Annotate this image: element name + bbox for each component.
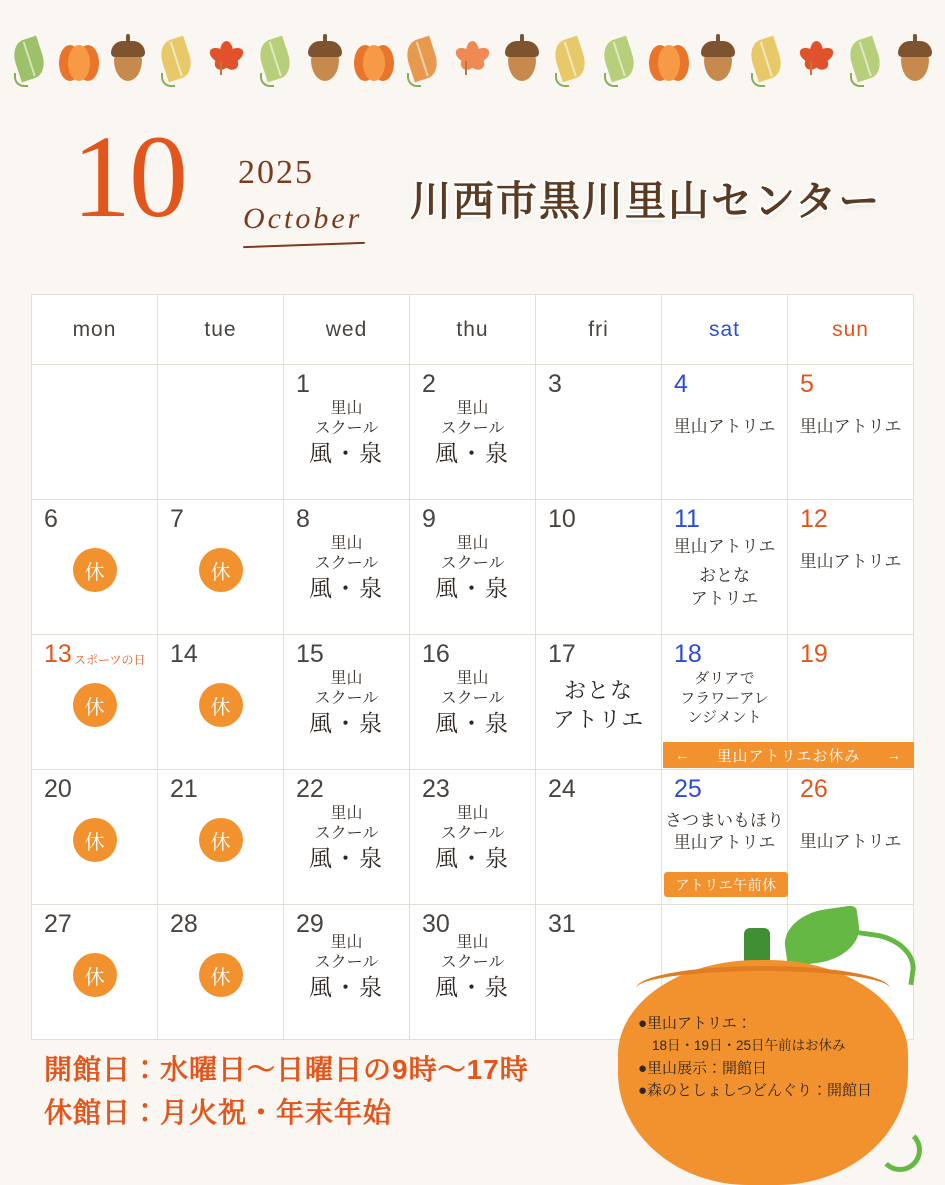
weekday-header-thu: thu (410, 295, 536, 365)
closed-badge: 休 (199, 683, 243, 727)
calendar-header (0, 111, 945, 280)
event-adult-atelier-line1: おとな (699, 565, 750, 585)
event-satoyama-atelier: 里山アトリエ (799, 552, 902, 571)
event-satoyama-school-line2: スクール (440, 689, 505, 707)
holiday-label: スポーツの日 (74, 653, 146, 667)
event-satoyama-school-line1: 里山 (456, 400, 489, 417)
pumpkin-icon (350, 27, 398, 91)
day-number: 14 (170, 640, 198, 668)
day-number: 29 (296, 910, 324, 938)
maple-leaf-icon (793, 27, 841, 91)
decorative-top-border (0, 0, 945, 118)
day-number: 15 (296, 640, 324, 668)
pumpkin-note-illustration (596, 900, 926, 1181)
event-satoyama-school-line2: スクール (314, 824, 379, 842)
day-number: 19 (800, 640, 828, 668)
event-satoyama-school-line1: 里山 (456, 934, 489, 951)
note-head-0: ●里山アトリエ： (638, 1015, 752, 1032)
atelier-rest-banner (663, 742, 914, 768)
day-number: 18 (674, 640, 702, 668)
open-days-text: 開館日：水曜日〜日曜日の9時〜17時 (44, 1054, 529, 1085)
event-adult-atelier-line1: おとな (563, 678, 633, 703)
day-cell-6[interactable] (32, 500, 158, 635)
weekday-header-mon: mon (32, 295, 158, 365)
event-kaze-izumi: 風・泉 (309, 845, 384, 872)
event-satoyama-atelier: 里山アトリエ (673, 417, 776, 436)
closed-badge: 休 (199, 548, 243, 592)
event-kaze-izumi: 風・泉 (309, 575, 384, 602)
event-kaze-izumi: 風・泉 (309, 440, 384, 467)
day-cell-empty (158, 365, 284, 500)
day-number: 11 (674, 505, 700, 533)
event-satoyama-school-line2: スクール (440, 953, 505, 971)
facility-notes (638, 1015, 906, 1104)
note-head-2: ●森のとしょしつどんぐり：開館日 (638, 1082, 873, 1100)
arrow-right-icon: → (887, 747, 902, 763)
day-number: 25 (674, 775, 702, 803)
day-number: 9 (422, 505, 436, 533)
day-cell-16[interactable] (410, 635, 536, 770)
day-cell-20[interactable] (32, 770, 158, 905)
event-kaze-izumi: 風・泉 (309, 974, 384, 1001)
calendar-week-row (32, 365, 914, 500)
day-number: 26 (800, 775, 828, 803)
event-satoyama-atelier: 里山アトリエ (799, 832, 902, 851)
leaf-icon (547, 27, 595, 91)
day-number: 1 (296, 370, 310, 398)
day-number: 8 (296, 505, 310, 533)
event-kaze-izumi: 風・泉 (435, 974, 510, 1001)
leaf-icon (252, 27, 300, 91)
day-cell-2[interactable] (410, 365, 536, 500)
day-number: 16 (422, 640, 450, 668)
day-cell-9[interactable] (410, 500, 536, 635)
event-kaze-izumi: 風・泉 (435, 440, 510, 467)
day-number: 6 (44, 505, 58, 533)
note-sub-0: 18日・19日・25日午前はお休み (652, 1037, 846, 1053)
day-cell-15[interactable] (284, 635, 410, 770)
event-satoyama-school-line2: スクール (314, 419, 379, 437)
day-number: 12 (800, 505, 828, 533)
acorn-icon (498, 27, 546, 91)
day-cell-10[interactable] (536, 500, 662, 635)
atelier-morning-closed-badge: アトリエ午前休 (664, 872, 788, 897)
day-cell-26[interactable] (788, 770, 914, 905)
day-number: 13 (44, 640, 72, 668)
event-adult-atelier-line2: アトリエ (690, 588, 759, 608)
day-number: 27 (44, 910, 72, 938)
title-underline (243, 242, 365, 248)
month-name-english: October (243, 202, 363, 235)
atelier-rest-label: 里山アトリエお休み (716, 747, 861, 765)
closed-badge: 休 (73, 683, 117, 727)
event-satoyama-atelier: 里山アトリエ (799, 417, 902, 436)
vine-curl-icon (878, 1128, 922, 1172)
closed-days-text: 休館日：月火祝・年末年始 (44, 1097, 393, 1129)
arrow-left-icon: ← (675, 747, 690, 763)
event-satoyama-school-line2: スクール (314, 689, 379, 707)
month-number: 10 (72, 111, 186, 242)
weekday-header-row (32, 295, 914, 365)
day-cell-empty (32, 365, 158, 500)
event-adult-atelier-line2: アトリエ (552, 706, 645, 732)
leaf-icon (743, 27, 791, 91)
event-satoyama-school-line1: 里山 (330, 400, 363, 417)
day-number: 30 (422, 910, 450, 938)
event-satoyama-school-line2: スクール (440, 824, 505, 842)
day-cell-3[interactable] (536, 365, 662, 500)
day-number: 3 (548, 370, 562, 398)
event-kaze-izumi: 風・泉 (435, 575, 510, 602)
day-cell-24[interactable] (536, 770, 662, 905)
day-cell-27[interactable] (32, 905, 158, 1040)
event-kaze-izumi: 風・泉 (435, 710, 510, 737)
event-satoyama-school-line2: スクール (314, 953, 379, 971)
day-number: 4 (674, 370, 688, 398)
closed-badge: 休 (73, 548, 117, 592)
day-cell-22[interactable] (284, 770, 410, 905)
day-cell-11[interactable] (662, 500, 788, 635)
event-satoyama-school-line2: スクール (314, 554, 379, 572)
day-cell-4[interactable] (662, 365, 788, 500)
day-number: 17 (548, 640, 576, 668)
calendar-week-row (32, 500, 914, 635)
page-title: 川西市黒川里山センター (410, 178, 882, 224)
day-cell-12[interactable] (788, 500, 914, 635)
event-sweet-potato-digging: さつまいもほり (665, 811, 784, 830)
closed-badge: 休 (73, 818, 117, 862)
day-cell-29[interactable] (284, 905, 410, 1040)
day-cell-5[interactable] (788, 365, 914, 500)
day-cell-1[interactable] (284, 365, 410, 500)
acorn-icon (694, 27, 742, 91)
day-cell-30[interactable] (410, 905, 536, 1040)
event-satoyama-atelier: 里山アトリエ (673, 537, 776, 556)
day-number: 22 (296, 775, 324, 803)
event-kaze-izumi: 風・泉 (435, 845, 510, 872)
maple-leaf-icon (203, 27, 251, 91)
pumpkin-icon (55, 27, 103, 91)
acorn-icon (301, 27, 349, 91)
event-satoyama-school-line1: 里山 (330, 805, 363, 822)
event-kaze-izumi: 風・泉 (309, 710, 384, 737)
day-cell-14[interactable] (158, 635, 284, 770)
acorn-icon (104, 27, 152, 91)
event-satoyama-school-line1: 里山 (456, 535, 489, 552)
year-label: 2025 (238, 154, 314, 191)
leaf-icon (153, 27, 201, 91)
day-cell-7[interactable] (158, 500, 284, 635)
closed-badge: 休 (73, 953, 117, 997)
event-satoyama-school-line1: 里山 (330, 934, 363, 951)
day-number: 28 (170, 910, 198, 938)
event-satoyama-school-line1: 里山 (456, 805, 489, 822)
leaf-icon (842, 27, 890, 91)
day-number: 10 (548, 505, 576, 533)
day-number: 23 (422, 775, 450, 803)
day-number: 24 (548, 775, 576, 803)
event-satoyama-school-line2: スクール (440, 419, 505, 437)
day-cell-21[interactable] (158, 770, 284, 905)
weekday-header-sat: sat (662, 295, 788, 365)
weekday-header-fri: fri (536, 295, 662, 365)
acorn-icon (891, 27, 939, 91)
leaf-icon (596, 27, 644, 91)
day-number: 31 (548, 910, 576, 938)
weekday-header-sun: sun (788, 295, 914, 365)
day-cell-28[interactable] (158, 905, 284, 1040)
day-number: 5 (800, 370, 814, 398)
closed-badge: 休 (199, 818, 243, 862)
day-number: 7 (170, 505, 184, 533)
weekday-header-tue: tue (158, 295, 284, 365)
day-number: 2 (422, 370, 436, 398)
day-cell-23[interactable] (410, 770, 536, 905)
day-cell-17[interactable] (536, 635, 662, 770)
day-cell-13[interactable] (32, 635, 158, 770)
event-satoyama-school-line2: スクール (440, 554, 505, 572)
opening-hours-notes (44, 1048, 529, 1135)
note-head-1: ●里山展示：開館日 (638, 1060, 768, 1078)
day-cell-8[interactable] (284, 500, 410, 635)
event-dahlia-line1: ダリアで (694, 670, 755, 687)
event-satoyama-school-line1: 里山 (330, 670, 363, 687)
event-dahlia-line2: フラワーアレ (680, 689, 769, 707)
closed-badge: 休 (199, 953, 243, 997)
event-satoyama-school-line1: 里山 (456, 670, 489, 687)
weekday-header-wed: wed (284, 295, 410, 365)
leaf-icon (6, 27, 54, 91)
pumpkin-icon (645, 27, 693, 91)
event-satoyama-atelier: 里山アトリエ (673, 832, 776, 852)
event-satoyama-school-line1: 里山 (330, 535, 363, 552)
event-dahlia-line3: ンジメント (687, 709, 762, 726)
day-number: 20 (44, 775, 72, 803)
maple-leaf-icon (448, 27, 496, 91)
leaf-icon (399, 27, 447, 91)
day-number: 21 (170, 775, 198, 803)
